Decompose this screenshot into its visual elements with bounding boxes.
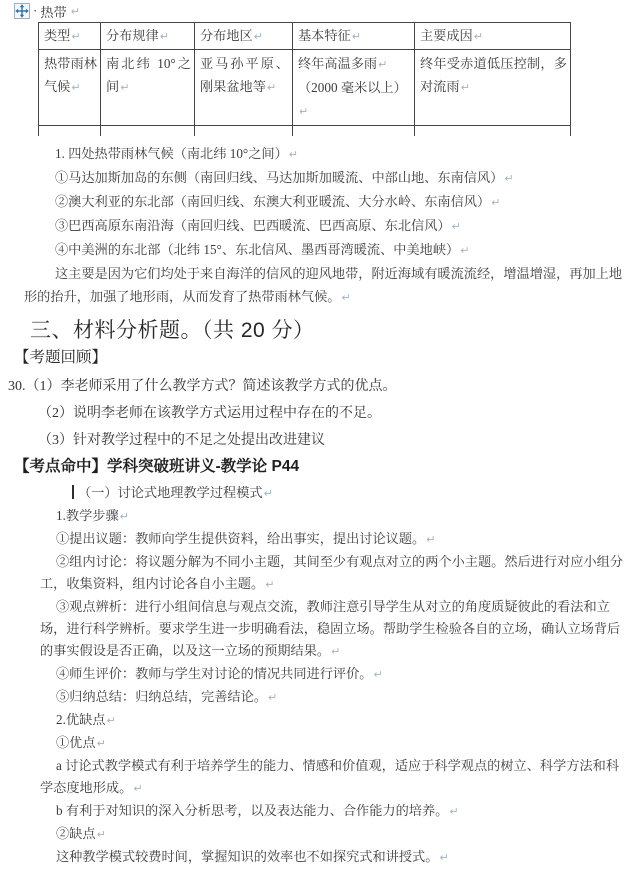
exam-recall-label: 【考题回顾】 (14, 349, 108, 366)
exam-hit-reference: 学科突破班讲义-教学论 P44 (107, 458, 300, 475)
question-30-part3: （3）针对教学过程中的不足之处提出改进建议 (38, 433, 325, 448)
lecture-line: ②缺点↵ (56, 826, 106, 841)
table-header-row (39, 23, 571, 50)
paragraph-mark: ↵ (96, 828, 106, 841)
cell-distribution-law: 南北纬 10°之间↵ (101, 50, 195, 126)
paragraph-mark: ↵ (159, 30, 169, 43)
paragraph-mark: ↵ (299, 105, 309, 118)
paragraph-mark: ↵ (373, 668, 383, 681)
paragraph-mark: ↵ (263, 487, 273, 500)
header-cell-area: 分布地区↵ (195, 23, 293, 50)
lecture-step: ④师生评价：教师与学生对讨论的情况共同进行评价。↵ (56, 666, 383, 681)
paragraph-mark: ↵ (460, 81, 470, 94)
paragraph-mark: ↵ (460, 244, 470, 257)
note-line: ①马达加斯加岛的东侧（南回归线、马达加斯加暖流、中部山地、东南信风）↵ (55, 170, 514, 185)
table-next-row-stub (39, 126, 571, 137)
cell-basic-feature: 终年高温多雨↵ （2000 毫米以上）↵ (293, 50, 415, 126)
lecture-step: ③观点辨析：进行小组间信息与观点交流，教师注意引导学生从对立的角度质疑彼此的看法和立场，进行科学辨析。要求学生进一步明确看法，稳固立场。帮助学生检验各自的立场，确认立场背后的事实假设是否正确，以及这一立场的预期结果。↵ (40, 599, 621, 658)
lecture-excerpt-block (40, 482, 632, 869)
paragraph-mark: ↵ (288, 148, 298, 161)
table-move-handle-icon[interactable] (14, 3, 30, 19)
paragraph-mark: ↵ (106, 714, 116, 727)
climate-table (38, 22, 571, 136)
change-bar (72, 485, 74, 499)
paragraph-mark: ↵ (133, 782, 143, 795)
lecture-line: ①优点↵ (56, 735, 106, 750)
paragraph-mark: ↵ (268, 691, 278, 704)
lecture-con-item: 这种教学模式较费时间，掌握知识的效率也不如探究式和讲授式。↵ (56, 849, 449, 864)
paragraph-mark: ↵ (439, 851, 449, 864)
list-item-tropical-label: 热带 (40, 4, 67, 20)
paragraph-mark: ↵ (70, 4, 80, 18)
list-bullet: · (33, 3, 38, 18)
paragraph-mark: ↵ (491, 196, 501, 209)
paragraph-mark: ↵ (119, 510, 129, 523)
section-heading-material-analysis: 三、材料分析题。（共 20 分） (30, 319, 315, 342)
question-30-part2: （2）说明李老师在该教学方式运用过程中存在的不足。 (38, 406, 381, 421)
paragraph-mark: ↵ (96, 737, 106, 750)
header-cell-cause: 主要成因↵ (415, 23, 571, 50)
paragraph-mark: ↵ (253, 30, 263, 43)
paragraph-mark: ↵ (341, 291, 351, 304)
lecture-pro-item: b 有利于对知识的深入分析思考，以及表达能力、合作能力的培养。↵ (56, 803, 459, 818)
note-line: ④中美洲的东北部（北纬 15°、东北信风、墨西哥湾暖流、中美地峡）↵ (55, 242, 470, 257)
lecture-subtitle: （一）讨论式地理教学过程模式↵ (40, 482, 632, 505)
rainforest-notes-section (24, 142, 630, 309)
paragraph-mark: ↵ (504, 172, 514, 185)
table-row (39, 50, 571, 126)
note-line: 1. 四处热带雨林气候（南北纬 10°之间）↵ (55, 146, 298, 161)
paragraph-mark: ↵ (266, 81, 277, 94)
tropical-list-line (0, 0, 633, 20)
paragraph-mark: ↵ (71, 81, 81, 94)
cell-climate-type: 热带雨林气候↵ (39, 50, 101, 126)
header-cell-type: 类型↵ (39, 23, 101, 50)
exam-hit-line (14, 454, 633, 480)
paragraph-mark: ↵ (351, 30, 361, 43)
question-30-part1: 30.（1）李老师采用了什么教学方式？简述该教学方式的优点。 (8, 379, 397, 394)
note-paragraph-explanation: 这主要是因为它们均处于来自海洋的信风的迎风地带，附近海域有暖流流经，增温增湿，再加上地形的抬升，加强了地形雨，从而发育了热带雨林气候。↵ (24, 266, 623, 304)
lecture-line: 2.优缺点↵ (56, 712, 116, 727)
lecture-line: 1.教学步骤↵ (56, 508, 129, 523)
paragraph-mark: ↵ (449, 805, 459, 818)
paragraph-mark: ↵ (71, 30, 81, 43)
paragraph-mark: ↵ (426, 533, 436, 546)
lecture-pro-item: a 讨论式教学模式有利于培养学生的能力、情感和价值观，适应于科学观点的树立、科学方法和科学态度地形成。↵ (40, 758, 620, 795)
note-line: ③巴西高原东南沿海（南回归线、巴西暖流、巴西高原、东北信风）↵ (55, 218, 461, 233)
cell-distribution-area: 亚马孙平原、刚果盆地等↵ (195, 50, 293, 126)
header-cell-law: 分布规律↵ (101, 23, 195, 50)
lecture-step: ⑤归纳总结：归纳总结，完善结论。↵ (56, 689, 278, 704)
paragraph-mark: ↵ (451, 220, 461, 233)
paragraph-mark: ↵ (265, 578, 275, 591)
cell-main-cause: 终年受赤道低压控制，多对流雨↵ (415, 50, 571, 126)
paragraph-mark: ↵ (331, 645, 341, 658)
paragraph-mark: ↵ (473, 30, 483, 43)
header-cell-feature: 基本特征↵ (293, 23, 415, 50)
lecture-step: ②组内讨论：将议题分解为不同小主题，其间至少有观点对立的两个小主题。然后进行对应小组分工，收集资料，组内讨论各自小主题。↵ (40, 554, 624, 591)
lecture-step: ①提出议题：教师向学生提供资料，给出事实，提出讨论议题。↵ (56, 531, 436, 546)
note-line: ②澳大利亚的东北部（南回归线、东澳大利亚暖流、大分水岭、东南信风）↵ (55, 194, 501, 209)
exam-hit-label: 【考点命中】 (14, 458, 108, 475)
paragraph-mark: ↵ (378, 58, 388, 71)
paragraph-mark: ↵ (120, 81, 130, 94)
